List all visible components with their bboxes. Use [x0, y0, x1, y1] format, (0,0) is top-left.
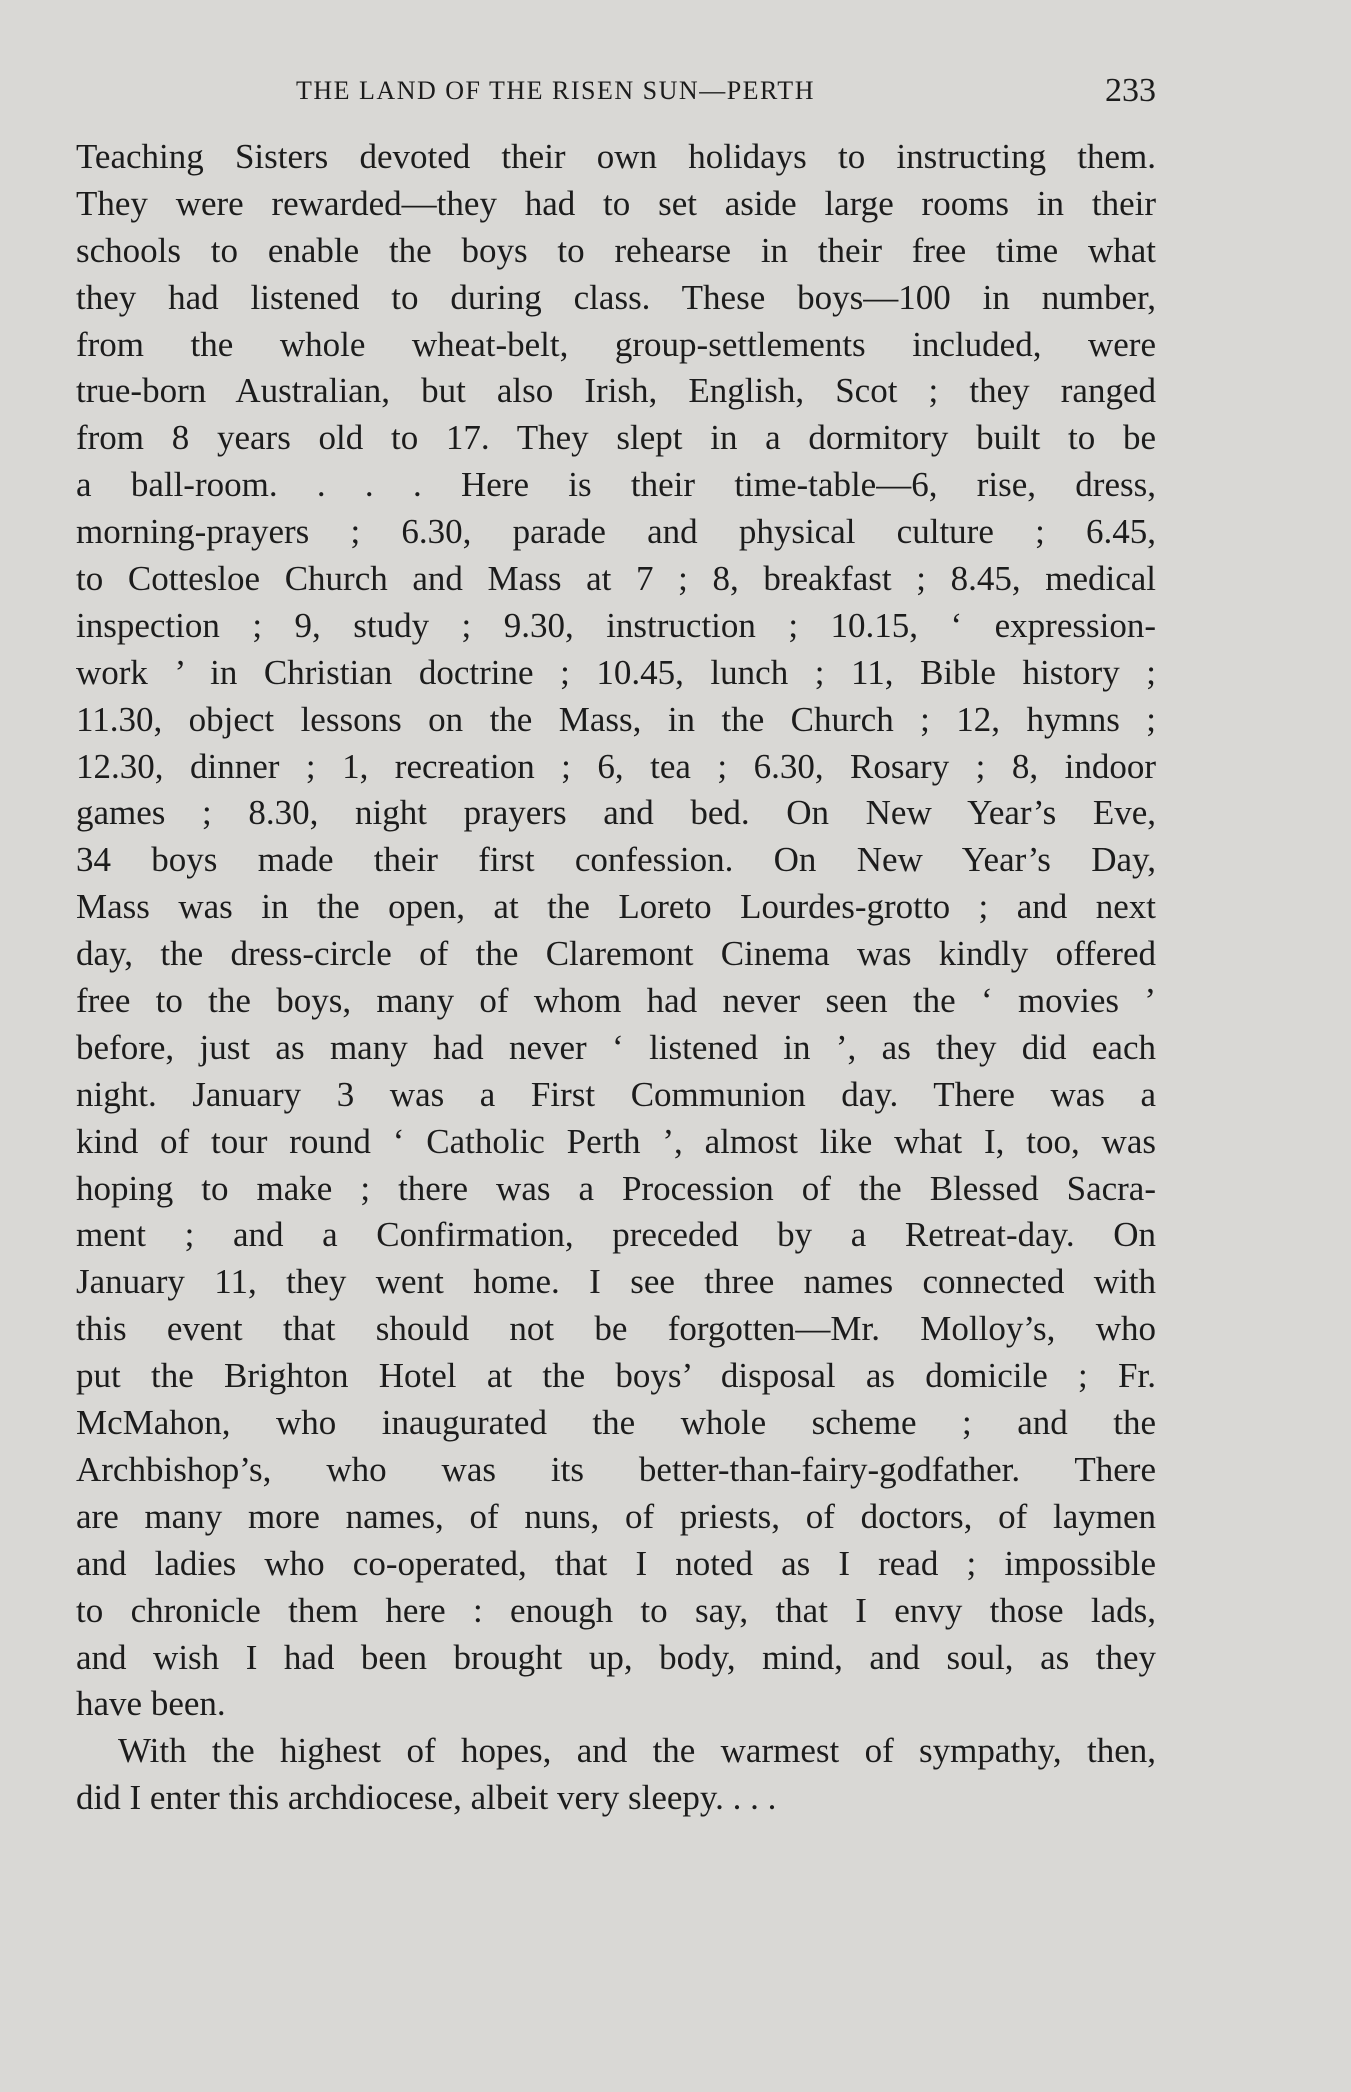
text-line: to Cottesloe Church and Mass at 7 ; 8, breakfast ; 8.45, medical [76, 559, 1156, 599]
body-text [76, 134, 1156, 1822]
text-line: this event that should not be forgotten—Mr. Molloy’s, who [76, 1309, 1156, 1349]
paragraph-1 [76, 134, 1156, 1728]
paragraph-2 [76, 1728, 1156, 1822]
text-line: games ; 8.30, night prayers and bed. On New Year’s Eve, [76, 793, 1156, 833]
text-line: true-born Australian, but also Irish, English, Scot ; they ranged [76, 371, 1156, 411]
text-line: 11.30, object lessons on the Mass, in the Church ; 12, hymns ; [76, 699, 1156, 739]
text-line: before, just as many had never ‘ listened in ’, as they did each [76, 1027, 1156, 1067]
text-line: and wish I had been brought up, body, mind, and soul, as they [76, 1637, 1156, 1677]
text-line: they had listened to during class. These boys—100 in number, [76, 277, 1156, 317]
text-line: Teaching Sisters devoted their own holidays to instructing them. [76, 137, 1156, 176]
text-line: have been. [76, 1684, 226, 1724]
text-line: morning-prayers ; 6.30, parade and physical culture ; 6.45, [76, 512, 1156, 552]
text-line: hoping to make ; there was a Procession of the Blessed Sacra- [76, 1168, 1156, 1208]
text-line: 12.30, dinner ; 1, recreation ; 6, tea ; 6.30, Rosary ; 8, indoor [76, 746, 1156, 786]
text-line: ment ; and a Confirmation, preceded by a Retreat-day. On [76, 1215, 1156, 1255]
text-line: from the whole wheat-belt, group-settlements included, were [76, 324, 1156, 364]
text-line: free to the boys, many of whom had never seen the ‘ movies ’ [76, 981, 1156, 1021]
text-line: January 11, they went home. I see three names connected with [76, 1262, 1156, 1302]
text-line: and ladies who co-operated, that I noted as I read ; impossible [76, 1543, 1156, 1583]
text-line: day, the dress-circle of the Claremont Cinema was kindly offered [76, 934, 1156, 974]
text-line: are many more names, of nuns, of priests, of doctors, of laymen [76, 1496, 1156, 1536]
text-line: 34 boys made their first confession. On New Year’s Day, [76, 840, 1156, 880]
text-line: They were rewarded—they had to set aside large rooms in their [76, 183, 1156, 223]
text-line: inspection ; 9, study ; 9.30, instruction ; 10.15, ‘ expression- [76, 605, 1156, 645]
text-line: put the Brighton Hotel at the boys’ disposal as domicile ; Fr. [76, 1356, 1156, 1396]
text-line: work ’ in Christian doctrine ; 10.45, lunch ; 11, Bible history ; [76, 652, 1156, 692]
text-line: kind of tour round ‘ Catholic Perth ’, almost like what I, too, was [76, 1121, 1156, 1161]
text-line: to chronicle them here : enough to say, that I envy those lads, [76, 1590, 1156, 1630]
text-line: did I enter this archdiocese, albeit very sleepy. . . . [76, 1778, 777, 1818]
running-head [76, 72, 1156, 112]
page-number: 233 [1105, 72, 1156, 109]
text-line: from 8 years old to 17. They slept in a dormitory built to be [76, 418, 1156, 458]
text-line: McMahon, who inaugurated the whole scheme ; and the [76, 1403, 1156, 1443]
text-line: Mass was in the open, at the Loreto Lourdes-grotto ; and next [76, 887, 1156, 927]
text-line: schools to enable the boys to rehearse in their free time what [76, 230, 1156, 270]
text-line: night. January 3 was a First Communion day. There was a [76, 1074, 1156, 1114]
text-line: a ball-room. . . . Here is their time-table—6, rise, dress, [76, 465, 1156, 505]
running-title: THE LAND OF THE RISEN SUN—PERTH [296, 76, 815, 105]
text-line: With the highest of hopes, and the warmest of sympathy, then, [118, 1731, 1156, 1771]
text-line: Archbishop’s, who was its better-than-fairy-godfather. There [76, 1449, 1156, 1489]
